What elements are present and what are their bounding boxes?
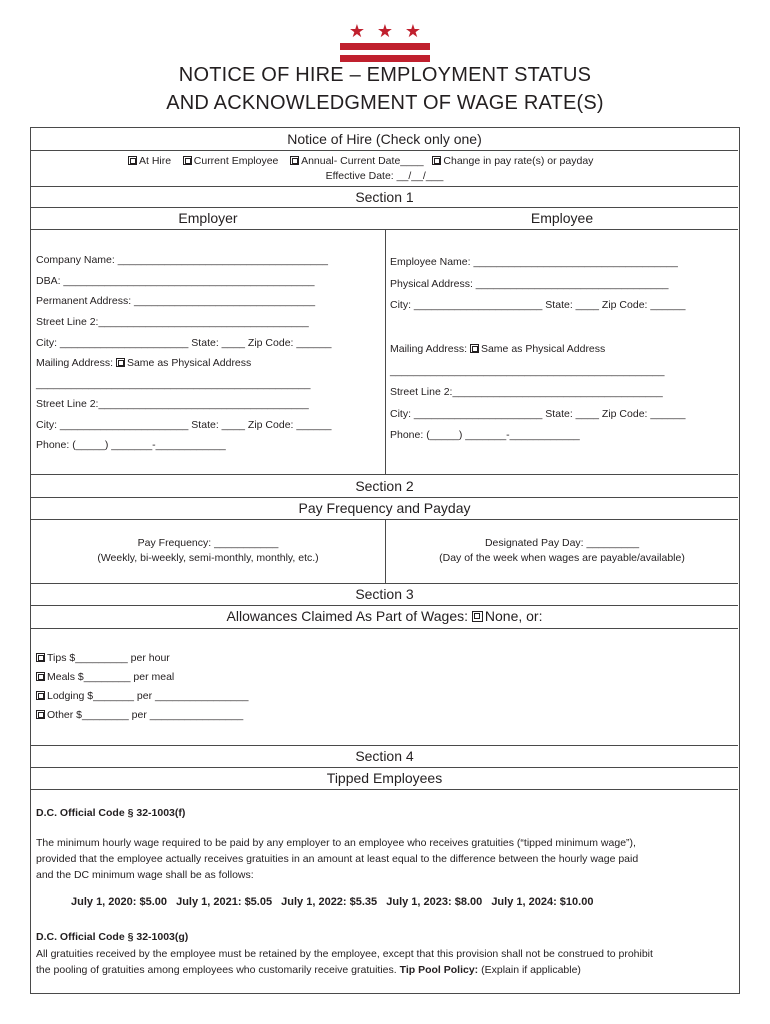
paragraph-text: the pooling of gratuities among employees who customarily receive gratuities. xyxy=(36,964,397,976)
paragraph-line: The minimum hourly wage required to be paid by any employer to an employee who receives gratuities (“tipped minimum wage”), xyxy=(36,837,636,849)
checkbox-same-as-physical[interactable] xyxy=(116,358,125,367)
option-label: Change in pay rate(s) or payday xyxy=(443,155,594,167)
tips-allowance xyxy=(36,652,170,664)
employer-heading: Employer xyxy=(178,210,238,226)
rate-item: July 1, 2024: $10.00 xyxy=(491,896,594,908)
checkbox-annual[interactable] xyxy=(290,156,299,165)
allowance-label: Tips $_________ per hour xyxy=(47,652,170,664)
section4-heading: Tipped Employees xyxy=(326,770,443,786)
divider xyxy=(31,186,738,187)
same-as-label: Same as Physical Address xyxy=(480,343,606,355)
option-label: Annual- Current Date____ xyxy=(301,155,424,167)
allowances-heading: Allowances Claimed As Part of Wages: xyxy=(226,608,468,624)
pay-frequency-note: (Weekly, bi-weekly, semi-monthly, monthly, etc.) xyxy=(97,552,319,564)
code-citation: D.C. Official Code § 32-1003(f) xyxy=(36,807,186,819)
tipped-wage-rates xyxy=(71,896,599,908)
rate-item: July 1, 2023: $8.00 xyxy=(386,896,483,908)
section3-heading xyxy=(31,608,738,624)
option-label: Current Employee xyxy=(193,155,279,167)
section3-label: Section 3 xyxy=(355,586,414,602)
column-divider xyxy=(385,519,386,583)
meals-allowance xyxy=(36,671,174,683)
gratuities-paragraph xyxy=(36,946,731,978)
rate-item: July 1, 2020: $5.00 xyxy=(71,896,168,908)
checkbox-change-pay[interactable] xyxy=(432,156,441,165)
divider xyxy=(31,745,738,746)
effective-date-field[interactable]: Effective Date: __/__/___ xyxy=(325,170,444,182)
city-state-zip-field[interactable]: City: ______________________ State: ____ Zip Code: ______ xyxy=(390,299,686,311)
page-title: NOTICE OF HIRE – EMPLOYMENT STATUS xyxy=(178,64,592,86)
phone-field[interactable]: Phone: (_____) _______-____________ xyxy=(36,439,226,451)
allowance-label: Lodging $_______ per ________________ xyxy=(47,690,249,702)
rate-item: July 1, 2021: $5.05 xyxy=(176,896,273,908)
star-icon: ★ xyxy=(348,21,366,41)
lodging-allowance xyxy=(36,690,248,702)
divider xyxy=(31,497,738,498)
pay-frequency-field[interactable]: Pay Frequency: ___________ xyxy=(137,537,279,549)
none-or-label: None, or: xyxy=(484,608,543,624)
column-divider xyxy=(385,229,386,474)
employer-mailing-address xyxy=(36,357,251,369)
paragraph-line: All gratuities received by the employee must be retained by the employee, except that this provision shall not be construed to prohibit xyxy=(36,948,653,960)
tip-pool-label: Tip Pool Policy: xyxy=(399,964,479,976)
allowance-label: Other $________ per ________________ xyxy=(47,709,244,721)
dc-flag-logo xyxy=(340,22,430,64)
section2-heading: Pay Frequency and Payday xyxy=(298,500,471,516)
mailing-address-field[interactable]: _______________________________________________ xyxy=(390,365,665,377)
divider xyxy=(31,150,738,151)
phone-field[interactable]: Phone: (_____) _______-____________ xyxy=(390,429,580,441)
dba-field[interactable]: DBA: ___________________________________________ xyxy=(36,275,315,287)
mailing-label: Mailing Address: xyxy=(36,357,114,369)
tip-pool-note: (Explain if applicable) xyxy=(481,964,581,976)
company-name-field[interactable]: Company Name: ____________________________________ xyxy=(36,254,328,266)
allowance-label: Meals $________ per meal xyxy=(47,671,175,683)
divider xyxy=(31,583,738,584)
star-icon: ★ xyxy=(404,21,422,41)
tipped-wage-paragraph xyxy=(36,835,731,883)
pay-day-field[interactable]: Designated Pay Day: _________ xyxy=(484,537,640,549)
section2-label: Section 2 xyxy=(355,478,414,494)
street-line2-field[interactable]: Street Line 2:____________________________________ xyxy=(36,316,309,328)
divider xyxy=(31,628,738,629)
notice-heading: Notice of Hire (Check only one) xyxy=(287,131,482,147)
checkbox-none[interactable] xyxy=(472,611,483,622)
street-line2-field[interactable]: Street Line 2:____________________________________ xyxy=(390,386,663,398)
employee-name-field[interactable]: Employee Name: ___________________________________ xyxy=(390,256,678,268)
star-icon: ★ xyxy=(376,21,394,41)
other-allowance xyxy=(36,709,243,721)
paragraph-line: provided that the employee actually receives gratuities in an amount at least equal to the difference between the hourly wage paid xyxy=(36,853,639,865)
hire-notice-form xyxy=(30,127,740,994)
section4-label: Section 4 xyxy=(355,748,414,764)
code-citation: D.C. Official Code § 32-1003(g) xyxy=(36,931,189,943)
physical-address-field[interactable]: Physical Address: _________________________________ xyxy=(390,278,669,290)
street-line2-field[interactable]: Street Line 2:____________________________________ xyxy=(36,398,309,410)
mailing-label: Mailing Address: xyxy=(390,343,468,355)
rate-item: July 1, 2022: $5.35 xyxy=(281,896,378,908)
paragraph-line: and the DC minimum wage shall be as follows: xyxy=(36,869,254,881)
page-title: AND ACKNOWLEDGMENT OF WAGE RATE(S) xyxy=(166,92,604,114)
city-state-zip-field[interactable]: City: ______________________ State: ____ Zip Code: ______ xyxy=(390,408,686,420)
divider xyxy=(31,474,738,475)
checkbox-meals[interactable] xyxy=(36,672,45,681)
option-label: At Hire xyxy=(139,155,172,167)
section1-label: Section 1 xyxy=(355,189,414,205)
checkbox-current-employee[interactable] xyxy=(183,156,192,165)
mailing-address-field[interactable]: _______________________________________________ xyxy=(36,378,311,390)
notice-options xyxy=(128,155,593,167)
city-state-zip-field[interactable]: City: ______________________ State: ____ Zip Code: ______ xyxy=(36,337,332,349)
divider xyxy=(31,767,738,768)
paragraph-line xyxy=(36,962,731,978)
checkbox-at-hire[interactable] xyxy=(128,156,137,165)
divider xyxy=(31,605,738,606)
divider xyxy=(31,789,738,790)
flag-bar xyxy=(340,43,430,50)
checkbox-other[interactable] xyxy=(36,710,45,719)
employee-heading: Employee xyxy=(530,210,594,226)
employee-mailing-address xyxy=(390,343,605,355)
flag-bar xyxy=(340,55,430,62)
checkbox-tips[interactable] xyxy=(36,653,45,662)
checkbox-lodging[interactable] xyxy=(36,691,45,700)
divider xyxy=(31,207,738,208)
permanent-address-field[interactable]: Permanent Address: _______________________________ xyxy=(36,295,316,307)
city-state-zip-field[interactable]: City: ______________________ State: ____ Zip Code: ______ xyxy=(36,419,332,431)
checkbox-same-as-physical[interactable] xyxy=(470,344,479,353)
same-as-label: Same as Physical Address xyxy=(126,357,252,369)
pay-day-note: (Day of the week when wages are payable/available) xyxy=(439,552,685,564)
